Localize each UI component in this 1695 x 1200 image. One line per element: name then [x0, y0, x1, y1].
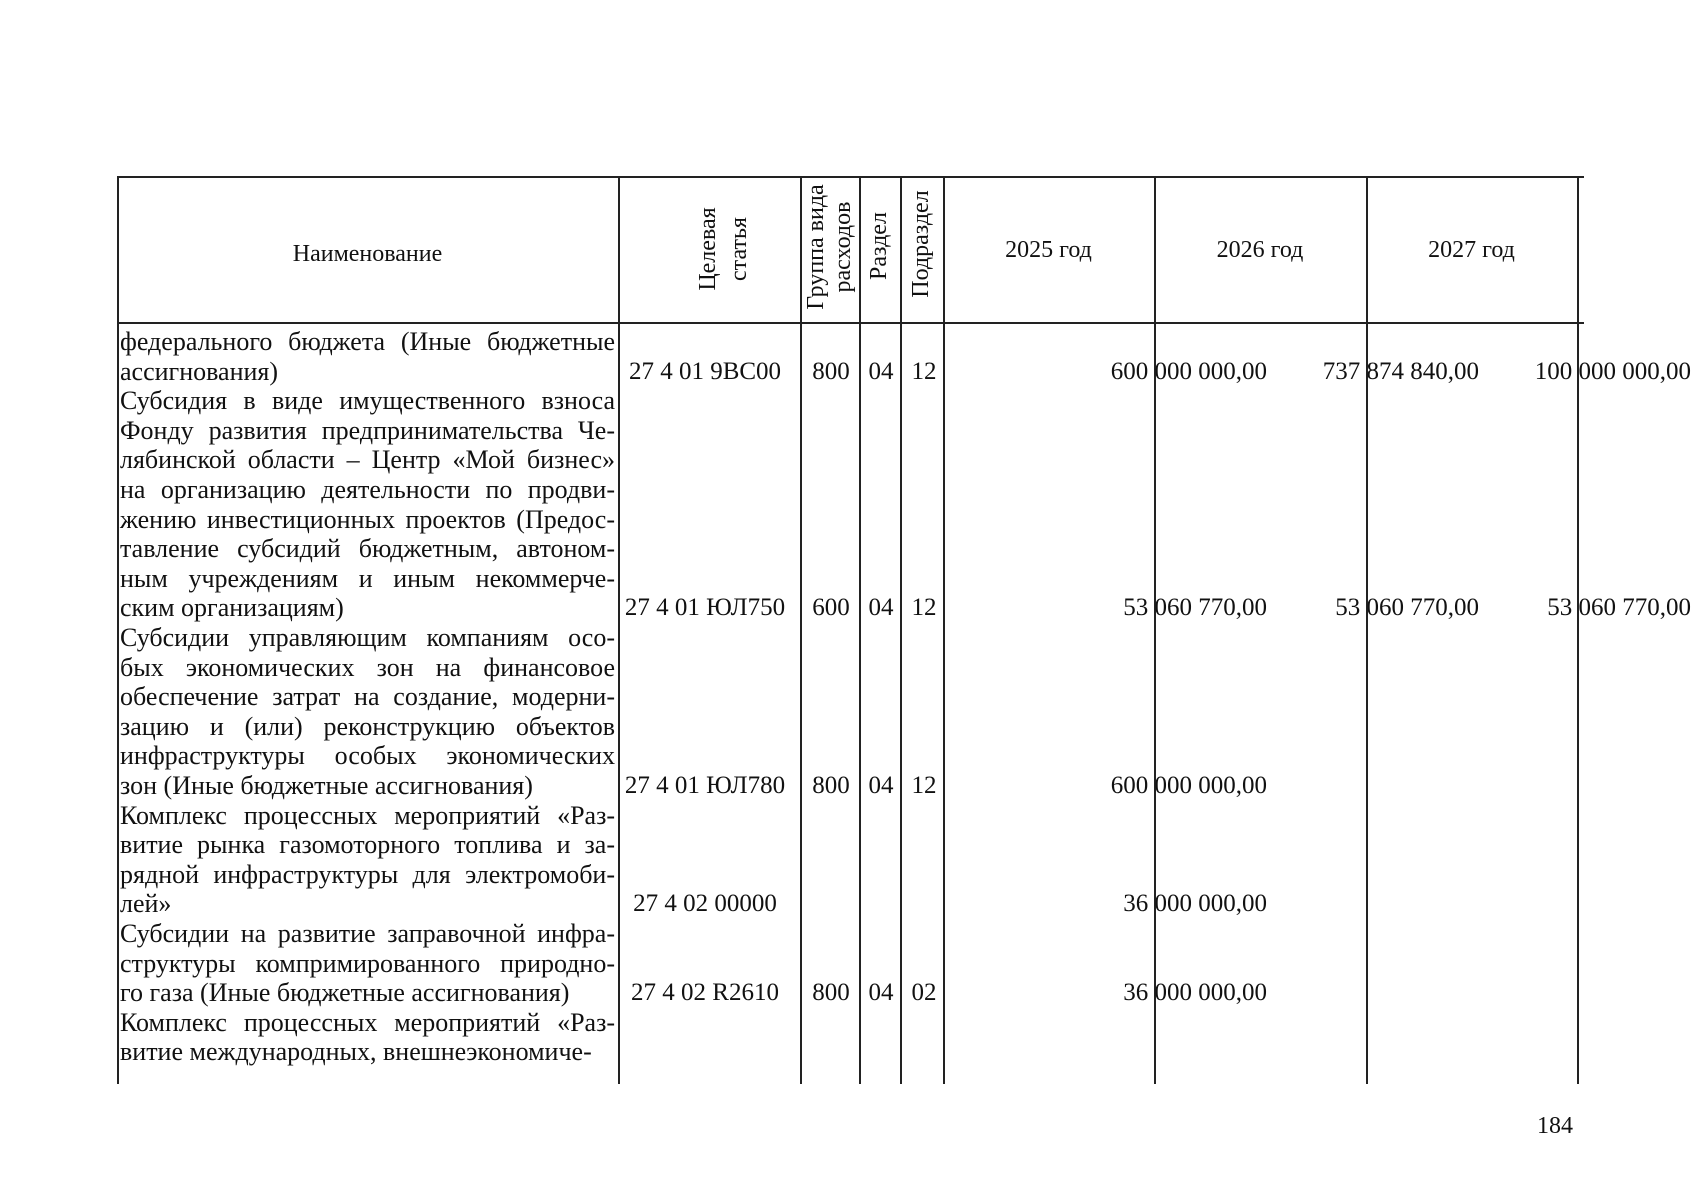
row-name-line: ским организациям) — [120, 593, 344, 623]
row-name-line: ным учреждениям и иным некоммерче- — [120, 563, 615, 593]
row-name-line: ассигнования) — [120, 356, 279, 386]
row-amount-2027: 53 060 770,00 — [1547, 594, 1691, 622]
row-name-line: Субсидии на развитие заправочной инфра- — [120, 919, 615, 948]
row-target-article: 27 4 01 ЮЛ750 — [624, 594, 786, 622]
row-name-line: Субсидия в виде имущественного взноса — [120, 386, 615, 416]
row-target-article: 27 4 01 ЮЛ780 — [624, 772, 786, 799]
header-subsection: Подраздел — [908, 190, 934, 298]
row-subsection: 12 — [911, 772, 937, 799]
header-expense-group-line1: Группа вида — [803, 184, 829, 310]
header-year-2027: 2027 год — [1428, 237, 1515, 263]
row-subsection: 12 — [911, 594, 937, 622]
row-amount-2025: 600 000 000,00 — [1110, 357, 1267, 385]
row-name — [120, 801, 615, 919]
page-number: 184 — [1537, 1113, 1573, 1139]
header-year-2025: 2025 год — [1005, 237, 1092, 263]
col-divider-2025 — [1154, 176, 1156, 1084]
row-target-article: 27 4 02 00000 — [633, 890, 777, 918]
row-name-line: инфраструктуры особых экономических — [120, 741, 615, 771]
row-name — [120, 919, 615, 1008]
row-name-line: структуры компримированного природно- — [120, 948, 615, 978]
row-name-line: лей» — [120, 889, 172, 919]
row-expense-group: 600 — [812, 594, 850, 622]
row-subsection: 02 — [911, 979, 937, 1007]
header-name: Наименование — [292, 241, 443, 267]
table-right-border — [1577, 176, 1579, 1084]
header-expense-group-line2: расходов — [830, 201, 856, 293]
row-name — [120, 623, 615, 801]
row-amount-2026: 53 060 770,00 — [1335, 594, 1479, 622]
row-name-line: на организацию деятельности по продви- — [120, 474, 615, 504]
row-name — [120, 386, 615, 623]
row-expense-group: 800 — [812, 979, 850, 1007]
row-section: 04 — [868, 979, 894, 1007]
row-section: 04 — [868, 594, 894, 622]
col-divider-name — [618, 176, 620, 1084]
row-expense-group: 800 — [812, 772, 850, 799]
row-name-line: тавление субсидий бюджетным, автоном- — [120, 534, 615, 564]
row-subsection: 12 — [911, 357, 937, 385]
row-name-line: витие рынка газомоторного топлива и за- — [120, 830, 615, 860]
row-name-line: Комплекс процессных мероприятий «Раз- — [120, 800, 615, 830]
header-target-article-line1: Целевая — [695, 207, 721, 291]
col-divider-subsection — [943, 176, 945, 1084]
row-amount-2025: 36 000 000,00 — [1123, 890, 1267, 918]
row-name-line: лябинской области – Центр «Мой бизнес» — [120, 445, 615, 475]
header-target-article-line2: статья — [726, 217, 752, 281]
row-name-line: Субсидии управляющим компаниям осо- — [120, 623, 615, 652]
col-divider-group — [859, 176, 861, 1084]
row-name-line: зацию и (или) реконструкцию объектов — [120, 711, 615, 741]
row-name-line: жению инвестиционных проектов (Предос- — [120, 504, 615, 534]
table-left-border — [117, 176, 119, 1084]
header-section: Раздел — [866, 212, 892, 280]
row-name-line: витие международных, внешнеэкономиче- — [120, 1037, 592, 1067]
row-target-article: 27 4 01 9ВС00 — [628, 357, 782, 385]
row-amount-2025: 600 000 000,00 — [1110, 772, 1267, 799]
row-amount-2025: 53 060 770,00 — [1123, 594, 1267, 622]
row-amount-2025: 36 000 000,00 — [1123, 979, 1267, 1007]
row-name-line: бых экономических зон на финансовое — [120, 652, 615, 682]
row-name — [120, 327, 615, 386]
row-amount-2027: 100 000 000,00 — [1534, 357, 1691, 385]
col-divider-2026 — [1366, 176, 1368, 1084]
row-name — [120, 1008, 615, 1067]
row-name-line: рядной инфраструктуры для электромоби- — [120, 859, 615, 889]
budget-table — [117, 176, 1691, 1084]
row-section: 04 — [868, 772, 894, 799]
row-section: 04 — [868, 357, 894, 385]
row-name-line: го газа (Иные бюджетные ассигнования) — [120, 978, 570, 1008]
row-target-article: 27 4 02 R2610 — [631, 979, 779, 1007]
row-name-line: Фонду развития предпринимательства Че- — [120, 415, 615, 445]
header-year-2026: 2026 год — [1216, 237, 1304, 263]
row-name-line: зон (Иные бюджетные ассигнования) — [120, 770, 533, 800]
row-name-line: обеспечение затрат на создание, модерни- — [120, 682, 615, 712]
row-amount-2026: 737 874 840,00 — [1322, 357, 1479, 385]
row-name-line: федерального бюджета (Иные бюджетные — [120, 327, 615, 356]
col-divider-section — [900, 176, 902, 1084]
col-divider-code — [800, 176, 802, 1084]
header-bottom-border — [117, 322, 1584, 324]
row-name-line: Комплекс процессных мероприятий «Раз- — [120, 1007, 615, 1037]
row-expense-group: 800 — [812, 357, 850, 385]
